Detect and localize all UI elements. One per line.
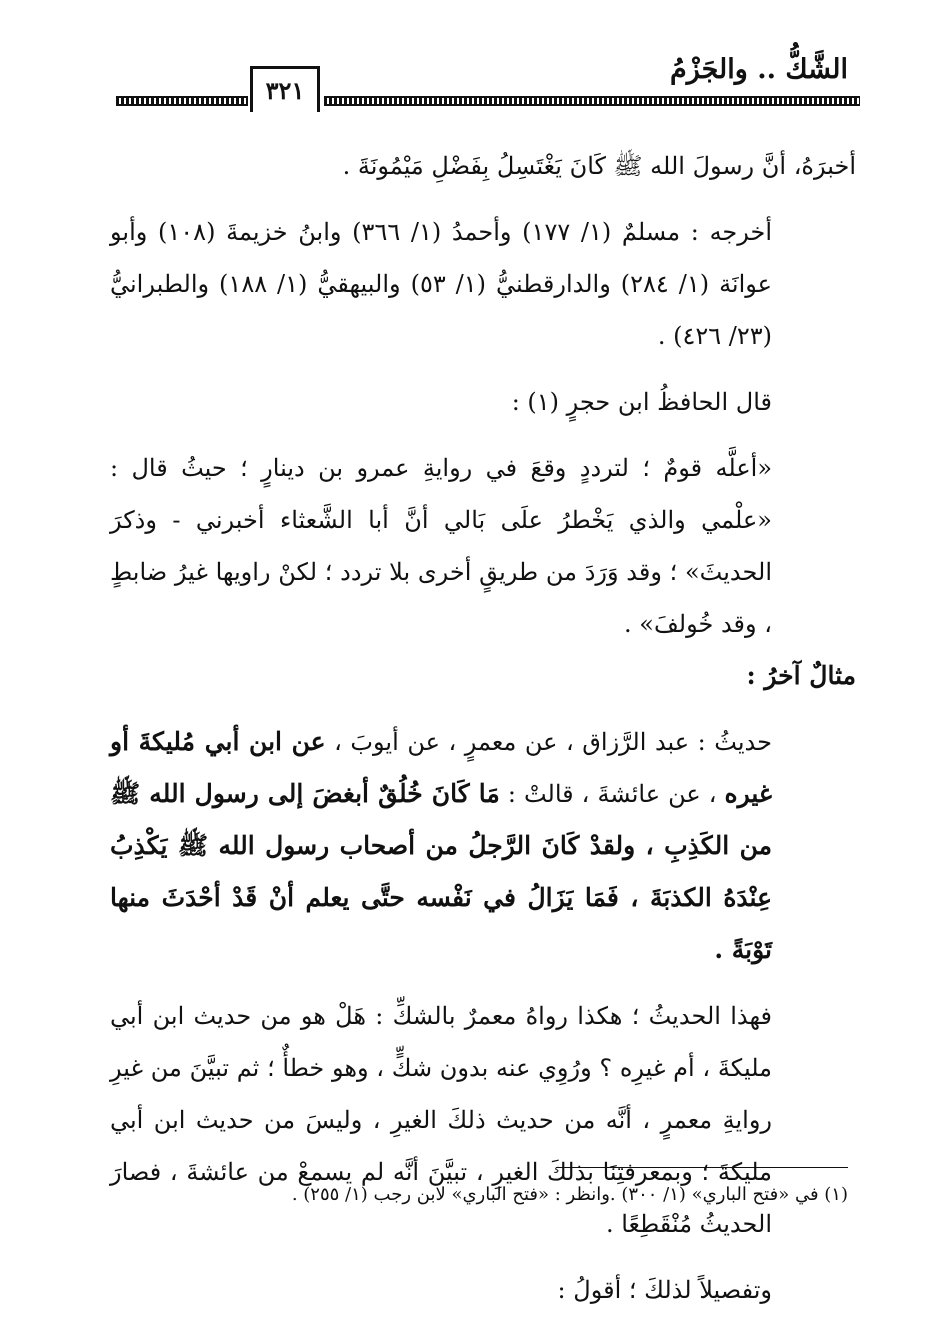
header-rule-right bbox=[324, 96, 860, 106]
header-rule-left bbox=[116, 96, 248, 106]
paragraph-hadith-text: أخبرَهُ، أنَّ رسولَ الله ﷺ كَانَ يَغْتَسِلُ بِفَضْلِ مَيْمُونَةَ . bbox=[342, 152, 856, 180]
section-heading: مثالٌ آخرُ : bbox=[746, 661, 856, 690]
paragraph-quote: «أعلَّه قومٌ ؛ لترددٍ وقعَ في روايةِ عمرو بن دينارٍ ؛ حيثُ قال : «علْمي والذي يَخْطرُ علَى بَالي أنَّ أبا الشَّعثاء أخبرني - وذكرَ الحديثَ» ؛ وقد وَرَدَ من طريقٍ أخرى بلا تردد ؛ لكنْ راويها غيرُ ضابطٍ ، وقد خُولفَ» . bbox=[110, 454, 772, 638]
page-header bbox=[110, 50, 856, 130]
page-number: ٣٢١ bbox=[250, 66, 320, 112]
example-matn: مَا كَانَ خُلُقٌ أبغضَ إلى رسول الله ﷺ من الكَذِبِ ، ولقدْ كَانَ الرَّجلُ من أصحاب رسول الله ﷺ يَكْذِبُ عِنْدَهُ الكذبَةَ ، فَمَا يَزَالُ في نَفْسه حتَّى يعلم أنْ قَدْ أحْدَثَ منها تَوْبَةً . bbox=[110, 779, 772, 964]
paragraph-explanation: فهذا الحديثُ ؛ هكذا رواهُ معمرٌ بالشكِّ : هَلْ هو من حديث ابن أبي مليكةَ ، أم غيرِه ؟ ورُوِي عنه بدون شكٍّ ، وهو خطأٌ ؛ ثم تبيَّنَ من غيرِ روايةِ معمرٍ ، أنَّه من حديث ذلكَ الغيرِ ، وليسَ من حديث ابن أبي مليكةَ ؛ وبمعرفتِنَا بذلكَ الغيرِ ، تبيَّنَ أنَّه لم يسمعْ من عائشةَ ، فصارَ الحديثُ مُنْقَطِعًا . bbox=[110, 1002, 772, 1238]
paragraph-closing: وتفصيلاً لذلكَ ؛ أقولُ : bbox=[557, 1276, 772, 1304]
paragraph-takhrij: أخرجه : مسلمٌ (١/ ١٧٧) وأحمدُ (١/ ٣٦٦) وابنُ خزيمةَ (١٠٨) وأبو عوانَة (١/ ٢٨٤) والدارقطنيُّ (١/ ٥٣) والبيهقيُّ (١/ ١٨٨) والطبرانيُّ (٢٣/ ٤٢٦) . bbox=[110, 218, 773, 350]
footnote-separator bbox=[556, 1167, 848, 1168]
paragraph-example bbox=[110, 716, 856, 976]
running-title: الشَّكُّ .. والجَزْمُ bbox=[670, 54, 848, 85]
example-isnad: حديثُ : عبد الرَّزاق ، عن معمرٍ ، عن أيوبَ ، bbox=[325, 728, 772, 756]
page-body bbox=[110, 140, 856, 1316]
example-isnad-cont: ، عن عائشةَ ، قالتْ : bbox=[499, 780, 725, 808]
paragraph-quote-intro: قال الحافظُ ابن حجرٍ (١) : bbox=[511, 388, 772, 416]
footnote: (١) في «فتح الباري» (١/ ٣٠٠) .وانظر : «فتح الباري» لابن رجب (١/ ٢٥٥) . bbox=[291, 1184, 848, 1205]
example-isnad-bold: عن ابن أبي مُليكةَ أو غيره bbox=[110, 727, 772, 808]
